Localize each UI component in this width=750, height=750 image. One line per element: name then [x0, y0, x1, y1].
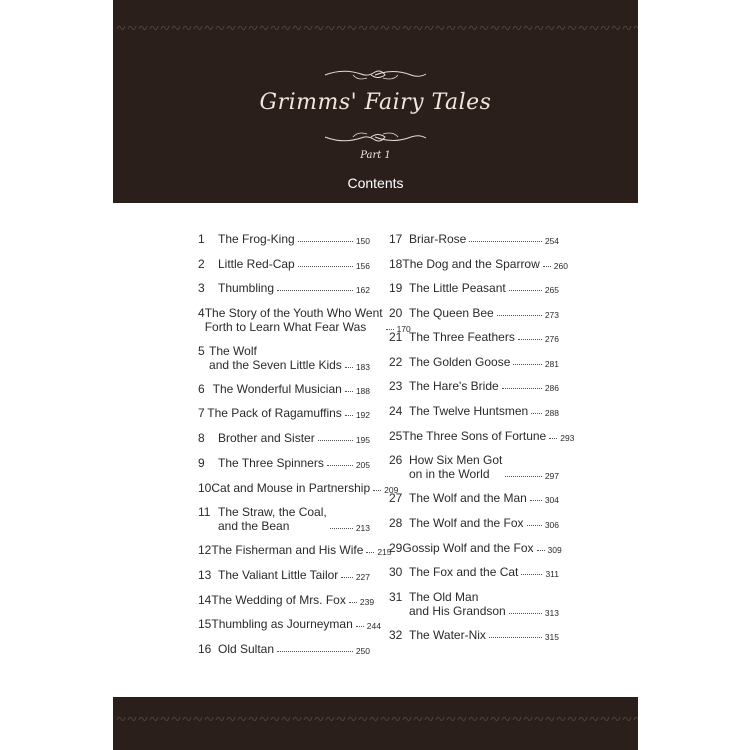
toc-entry-title: Thumbling as Journeyman: [211, 617, 353, 631]
dot-leader: [497, 315, 542, 316]
toc-entry-number: 29: [389, 541, 403, 555]
toc-entry[interactable]: [198, 568, 370, 582]
toc-entry-number: 31: [389, 590, 403, 604]
toc-entry-number: 3: [198, 281, 205, 295]
header-band: [113, 0, 638, 203]
dot-leader: [537, 550, 545, 551]
toc-entry-title: The Straw, the Coal, and the Bean: [218, 505, 327, 533]
toc-entry[interactable]: [389, 541, 562, 555]
toc-entry-page: 250: [355, 646, 370, 656]
toc-entry-title: The Dog and the Sparrow: [402, 257, 540, 271]
dot-leader: [277, 651, 353, 652]
toc-entry-title: The Little Peasant: [409, 281, 506, 295]
toc-entry-page: 244: [366, 621, 381, 631]
toc-entry-page: 195: [355, 435, 370, 445]
toc-entry-number: 13: [198, 568, 212, 582]
toc-entry-page: 183: [355, 362, 370, 372]
dot-leader: [341, 577, 353, 578]
dot-leader: [505, 476, 541, 477]
toc-entry-title: The Queen Bee: [409, 306, 494, 320]
toc-entry-page: 205: [355, 460, 370, 470]
dot-leader: [318, 440, 353, 441]
toc-entry-page: 239: [359, 597, 375, 607]
toc-entry-page: 315: [544, 632, 559, 642]
toc-entry[interactable]: [198, 543, 392, 557]
toc-entry-number: 7: [198, 406, 205, 420]
toc-entry-page: 306: [544, 520, 559, 530]
toc-entry-number: 17: [389, 232, 403, 246]
dot-leader: [530, 500, 542, 501]
toc-entry-page: 254: [544, 236, 559, 246]
toc-entry-number: 4: [198, 306, 205, 320]
toc-entry-page: 293: [560, 433, 575, 443]
toc-entry[interactable]: [198, 382, 370, 396]
toc-entry-title: The Pack of Ragamuffins: [207, 406, 342, 420]
toc-entry-number: 30: [389, 565, 403, 579]
dot-leader: [518, 339, 542, 340]
toc-entry-number: 2: [198, 257, 205, 271]
toc-entry-page: 288: [544, 408, 559, 418]
dot-leader: [366, 552, 374, 553]
toc-entry-page: 313: [544, 608, 559, 618]
toc-entry-page: 192: [355, 410, 370, 420]
toc-entry-number: 19: [389, 281, 403, 295]
toc-entry-number: 15: [198, 617, 212, 631]
toc-entry-page: 309: [547, 545, 562, 555]
book-page: [113, 0, 638, 750]
toc-entry[interactable]: [198, 481, 399, 495]
toc-entry-title: The Wonderful Musician: [212, 382, 342, 396]
toc-entry[interactable]: [198, 406, 370, 420]
toc-entry-title: The Three Sons of Fortune: [402, 429, 547, 443]
toc-entry-number: 12: [198, 543, 212, 557]
toc-entry-number: 26: [389, 453, 403, 467]
toc-entry-page: 209: [384, 485, 399, 495]
toc-entry[interactable]: [389, 306, 559, 320]
toc-entry-page: 304: [544, 495, 559, 505]
toc-entry[interactable]: [198, 281, 370, 295]
dot-leader: [521, 574, 542, 575]
toc-entry-page: 260: [553, 261, 568, 271]
toc-entry-number: 20: [389, 306, 403, 320]
toc-entry-number: 10: [198, 481, 212, 495]
flourish-ornament-bottom: [323, 128, 428, 146]
toc-entry-page: 286: [544, 383, 559, 393]
toc-entry-page: 265: [544, 285, 559, 295]
toc-entry-page: 276: [544, 334, 559, 344]
dot-leader: [509, 613, 542, 614]
toc-entry-number: 1: [198, 232, 205, 246]
toc-entry[interactable]: [389, 232, 559, 246]
dot-leader: [489, 637, 542, 638]
toc-entry-title: The Wolf and the Seven Little Kids: [209, 344, 342, 372]
dot-leader: [330, 528, 353, 529]
dot-leader: [298, 266, 353, 267]
toc-entry[interactable]: [198, 642, 370, 656]
toc-entry-number: 23: [389, 379, 403, 393]
toc-entry-number: 5: [198, 344, 205, 358]
decorative-border-pattern: [113, 22, 638, 32]
flourish-ornament-top: [323, 66, 428, 84]
toc-entry-title: The Golden Goose: [409, 355, 511, 369]
toc-entry-number: 18: [389, 257, 403, 271]
toc-entry-title: The Twelve Huntsmen: [409, 404, 529, 418]
decorative-border-pattern: [113, 713, 638, 723]
toc-entry-page: 156: [355, 261, 370, 271]
toc-entry-page: 281: [544, 359, 559, 369]
toc-entry-number: 24: [389, 404, 403, 418]
dot-leader: [513, 364, 541, 365]
toc-entry[interactable]: [198, 456, 370, 470]
toc-entry-number: 11: [198, 505, 211, 519]
toc-entry-number: 16: [198, 642, 212, 656]
toc-entry-title: The Old Man and His Grandson: [409, 590, 506, 618]
toc-entry[interactable]: [389, 257, 568, 271]
toc-entry-number: 8: [198, 431, 205, 445]
toc-entry[interactable]: [198, 257, 370, 271]
toc-entry-number: 9: [198, 456, 205, 470]
toc-entry-title: The Story of the Youth Who Went Forth to Learn What Fear Was: [204, 306, 383, 334]
toc-entry-title: The Water-Nix: [409, 628, 486, 642]
dot-leader: [327, 465, 353, 466]
toc-entry-page: 273: [544, 310, 559, 320]
dot-leader: [543, 266, 551, 267]
toc-entry[interactable]: [198, 593, 375, 607]
toc-entry-number: 6: [198, 382, 205, 396]
toc-entry-number: 32: [389, 628, 403, 642]
toc-entry-page: 213: [355, 523, 370, 533]
dot-leader: [345, 367, 353, 368]
toc-entry[interactable]: [389, 516, 559, 530]
toc-entry-title: Brother and Sister: [218, 431, 315, 445]
toc-entry-title: The Three Feathers: [409, 330, 515, 344]
toc-entry-title: The Wolf and the Fox: [409, 516, 524, 530]
toc-entry[interactable]: [198, 505, 370, 533]
toc-entry-number: 22: [389, 355, 403, 369]
toc-entry-title: The Wedding of Mrs. Fox: [211, 593, 346, 607]
dot-leader: [298, 241, 353, 242]
dot-leader: [349, 602, 357, 603]
toc-entry-title: Gossip Wolf and the Fox: [402, 541, 534, 555]
dot-leader: [509, 290, 542, 291]
dot-leader: [527, 525, 542, 526]
toc-entry-number: 25: [389, 429, 403, 443]
toc-entry[interactable]: [389, 453, 559, 481]
toc-entry-title: How Six Men Got on in the World: [409, 453, 503, 481]
toc-entry[interactable]: [198, 344, 370, 372]
toc-entry-title: The Fisherman and His Wife: [211, 543, 364, 557]
toc-entry-title: The Wolf and the Man: [409, 491, 527, 505]
toc-entry[interactable]: [198, 232, 370, 246]
toc-entry-title: Little Red-Cap: [218, 257, 295, 271]
toc-entry-title: The Frog-King: [218, 232, 295, 246]
toc-entry-page: 215: [377, 547, 392, 557]
toc-entry-number: 28: [389, 516, 403, 530]
book-title: Grimms' Fairy Tales: [259, 90, 492, 115]
toc-entry-page: 297: [544, 471, 559, 481]
toc-entry-title: The Three Spinners: [218, 456, 324, 470]
dot-leader: [373, 490, 381, 491]
dot-leader: [469, 241, 541, 242]
dot-leader: [345, 415, 353, 416]
toc-entry[interactable]: [389, 330, 559, 344]
contents-heading: Contents: [347, 175, 404, 191]
toc-entry-number: 14: [198, 593, 212, 607]
toc-entry[interactable]: [389, 491, 559, 505]
toc-entry[interactable]: [389, 379, 559, 393]
toc-entry[interactable]: [389, 590, 559, 618]
toc-entry-title: The Valiant Little Tailor: [218, 568, 339, 582]
toc-entry-page: 227: [355, 572, 370, 582]
dot-leader: [549, 438, 557, 439]
toc-entry[interactable]: [198, 431, 370, 445]
book-subtitle: Part 1: [360, 150, 391, 161]
toc-entry-page: 311: [545, 569, 559, 579]
toc-entry-number: 21: [389, 330, 403, 344]
toc-entry-page: 162: [355, 285, 370, 295]
toc-entry-title: Briar-Rose: [409, 232, 467, 246]
dot-leader: [531, 413, 542, 414]
toc-entry-title: Thumbling: [218, 281, 275, 295]
toc-entry[interactable]: [389, 404, 559, 418]
toc-entry-title: The Hare's Bride: [409, 379, 499, 393]
toc-entry-title: Cat and Mouse in Partnership: [211, 481, 371, 495]
footer-band: [113, 697, 638, 750]
toc-entry-page: 150: [355, 236, 370, 246]
toc-entry[interactable]: [198, 617, 381, 631]
toc-entry[interactable]: [389, 281, 559, 295]
toc-entry-page: 170: [396, 324, 411, 334]
toc-entry[interactable]: [389, 429, 575, 443]
toc-entry-title: Old Sultan: [218, 642, 275, 656]
toc-entry[interactable]: [389, 565, 559, 579]
dot-leader: [345, 391, 353, 392]
toc-entry[interactable]: [389, 628, 559, 642]
toc-entry-title: The Fox and the Cat: [409, 565, 519, 579]
toc-entry[interactable]: [389, 355, 559, 369]
toc-entry-number: 27: [389, 491, 403, 505]
toc-entry-page: 188: [355, 386, 370, 396]
dot-leader: [502, 388, 542, 389]
dot-leader: [277, 290, 353, 291]
dot-leader: [356, 626, 364, 627]
